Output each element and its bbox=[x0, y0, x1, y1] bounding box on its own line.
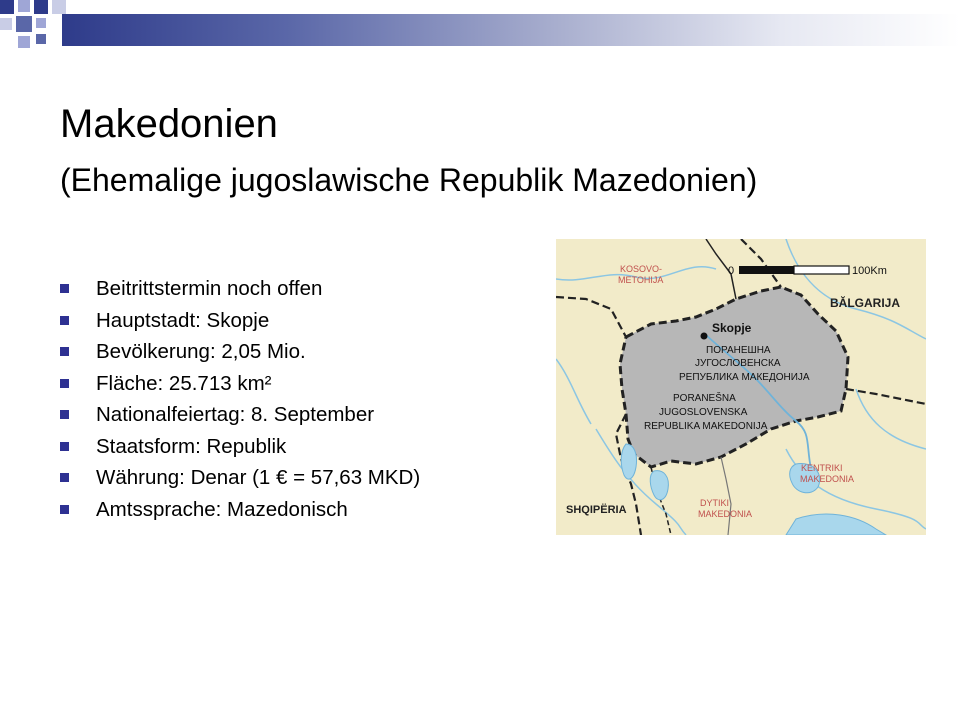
bullet-item bbox=[60, 400, 420, 432]
square-bullet-icon bbox=[60, 379, 69, 388]
deco-square bbox=[18, 36, 30, 48]
kosovo-label: METOHIJA bbox=[618, 275, 664, 285]
square-bullet-icon bbox=[60, 505, 69, 514]
bullet-text: Hauptstadt: Skopje bbox=[96, 308, 270, 332]
country-name-latin: REPUBLIKA MAKEDONIJA bbox=[644, 421, 768, 432]
kentriki-label: KENTRIKI bbox=[801, 463, 843, 473]
bullet-item bbox=[60, 432, 420, 464]
deco-square bbox=[0, 18, 12, 30]
slide-subtitle: (Ehemalige jugoslawische Republik Mazedonien) bbox=[60, 162, 758, 198]
country-name-latin: PORANEŠNA bbox=[673, 393, 736, 404]
river bbox=[556, 359, 591, 424]
country-name-latin: JUGOSLOVENSKA bbox=[659, 407, 748, 418]
ohrid-lake bbox=[621, 444, 636, 479]
border-line bbox=[721, 457, 731, 535]
scale-start-label: 0 bbox=[728, 265, 735, 277]
bullet-text: Beitrittstermin noch offen bbox=[96, 277, 323, 300]
deco-square bbox=[18, 0, 30, 12]
river bbox=[856, 389, 926, 449]
deco-square bbox=[52, 0, 66, 14]
border-line bbox=[741, 239, 781, 287]
header-gradient-bar bbox=[62, 14, 960, 46]
deco-square bbox=[16, 16, 32, 32]
country-name-cyrillic: ЈУГОСЛОВЕНСКА bbox=[695, 358, 781, 369]
dytiki-label: MAKEDONIA bbox=[698, 509, 753, 519]
country-name-cyrillic: ПОРАНЕШНА bbox=[706, 345, 771, 356]
bullet-text: Fläche: 25.713 km² bbox=[96, 371, 272, 395]
bullet-item bbox=[60, 369, 420, 401]
deco-square bbox=[36, 34, 46, 44]
bullet-text: Nationalfeiertag: 8. September bbox=[96, 403, 375, 426]
square-bullet-icon bbox=[60, 473, 69, 482]
kosovo-label: KOSOVO- bbox=[620, 264, 663, 274]
square-bullet-icon bbox=[60, 410, 69, 419]
bullet-text: Amtssprache: Mazedonisch bbox=[96, 497, 348, 521]
bullet-item bbox=[60, 337, 420, 369]
slide-title: Makedonien bbox=[60, 102, 278, 146]
dytiki-label: DYTIKI bbox=[700, 498, 730, 508]
scale-bar-black bbox=[739, 266, 794, 274]
deco-square bbox=[34, 0, 48, 14]
albania-label: SHQIPËRIA bbox=[566, 504, 627, 516]
deco-square bbox=[36, 18, 46, 28]
prespa-lake bbox=[650, 471, 668, 500]
deco-square bbox=[0, 0, 14, 14]
bullet-item bbox=[60, 495, 420, 527]
kentriki-label: MAKEDONIA bbox=[800, 474, 855, 484]
square-bullet-icon bbox=[60, 284, 69, 293]
lake bbox=[786, 514, 886, 535]
square-bullet-icon bbox=[60, 347, 69, 356]
square-bullet-icon bbox=[60, 442, 69, 451]
bullet-item bbox=[60, 274, 420, 306]
bullet-text: Bevölkerung: 2,05 Mio. bbox=[96, 340, 306, 363]
bullet-item bbox=[60, 306, 420, 338]
scale-end-label: 100Km bbox=[852, 265, 887, 277]
bullet-list bbox=[60, 274, 420, 526]
bullet-text: Staatsform: Republik bbox=[96, 434, 287, 458]
bullet-text: Währung: Denar (1 € = 57,63 MKD) bbox=[96, 466, 421, 489]
country-name-cyrillic: РЕПУБЛИКА МАКЕДОНИЈА bbox=[679, 372, 810, 383]
square-bullet-icon bbox=[60, 316, 69, 325]
skopje-label: Skopje bbox=[712, 321, 752, 335]
macedonia-map bbox=[556, 239, 926, 535]
border-line bbox=[556, 297, 626, 337]
bullet-item bbox=[60, 463, 420, 495]
skopje-marker-icon bbox=[701, 333, 708, 340]
bulgaria-label: BĂLGARIJA bbox=[830, 296, 901, 310]
scale-bar-white bbox=[794, 266, 849, 274]
